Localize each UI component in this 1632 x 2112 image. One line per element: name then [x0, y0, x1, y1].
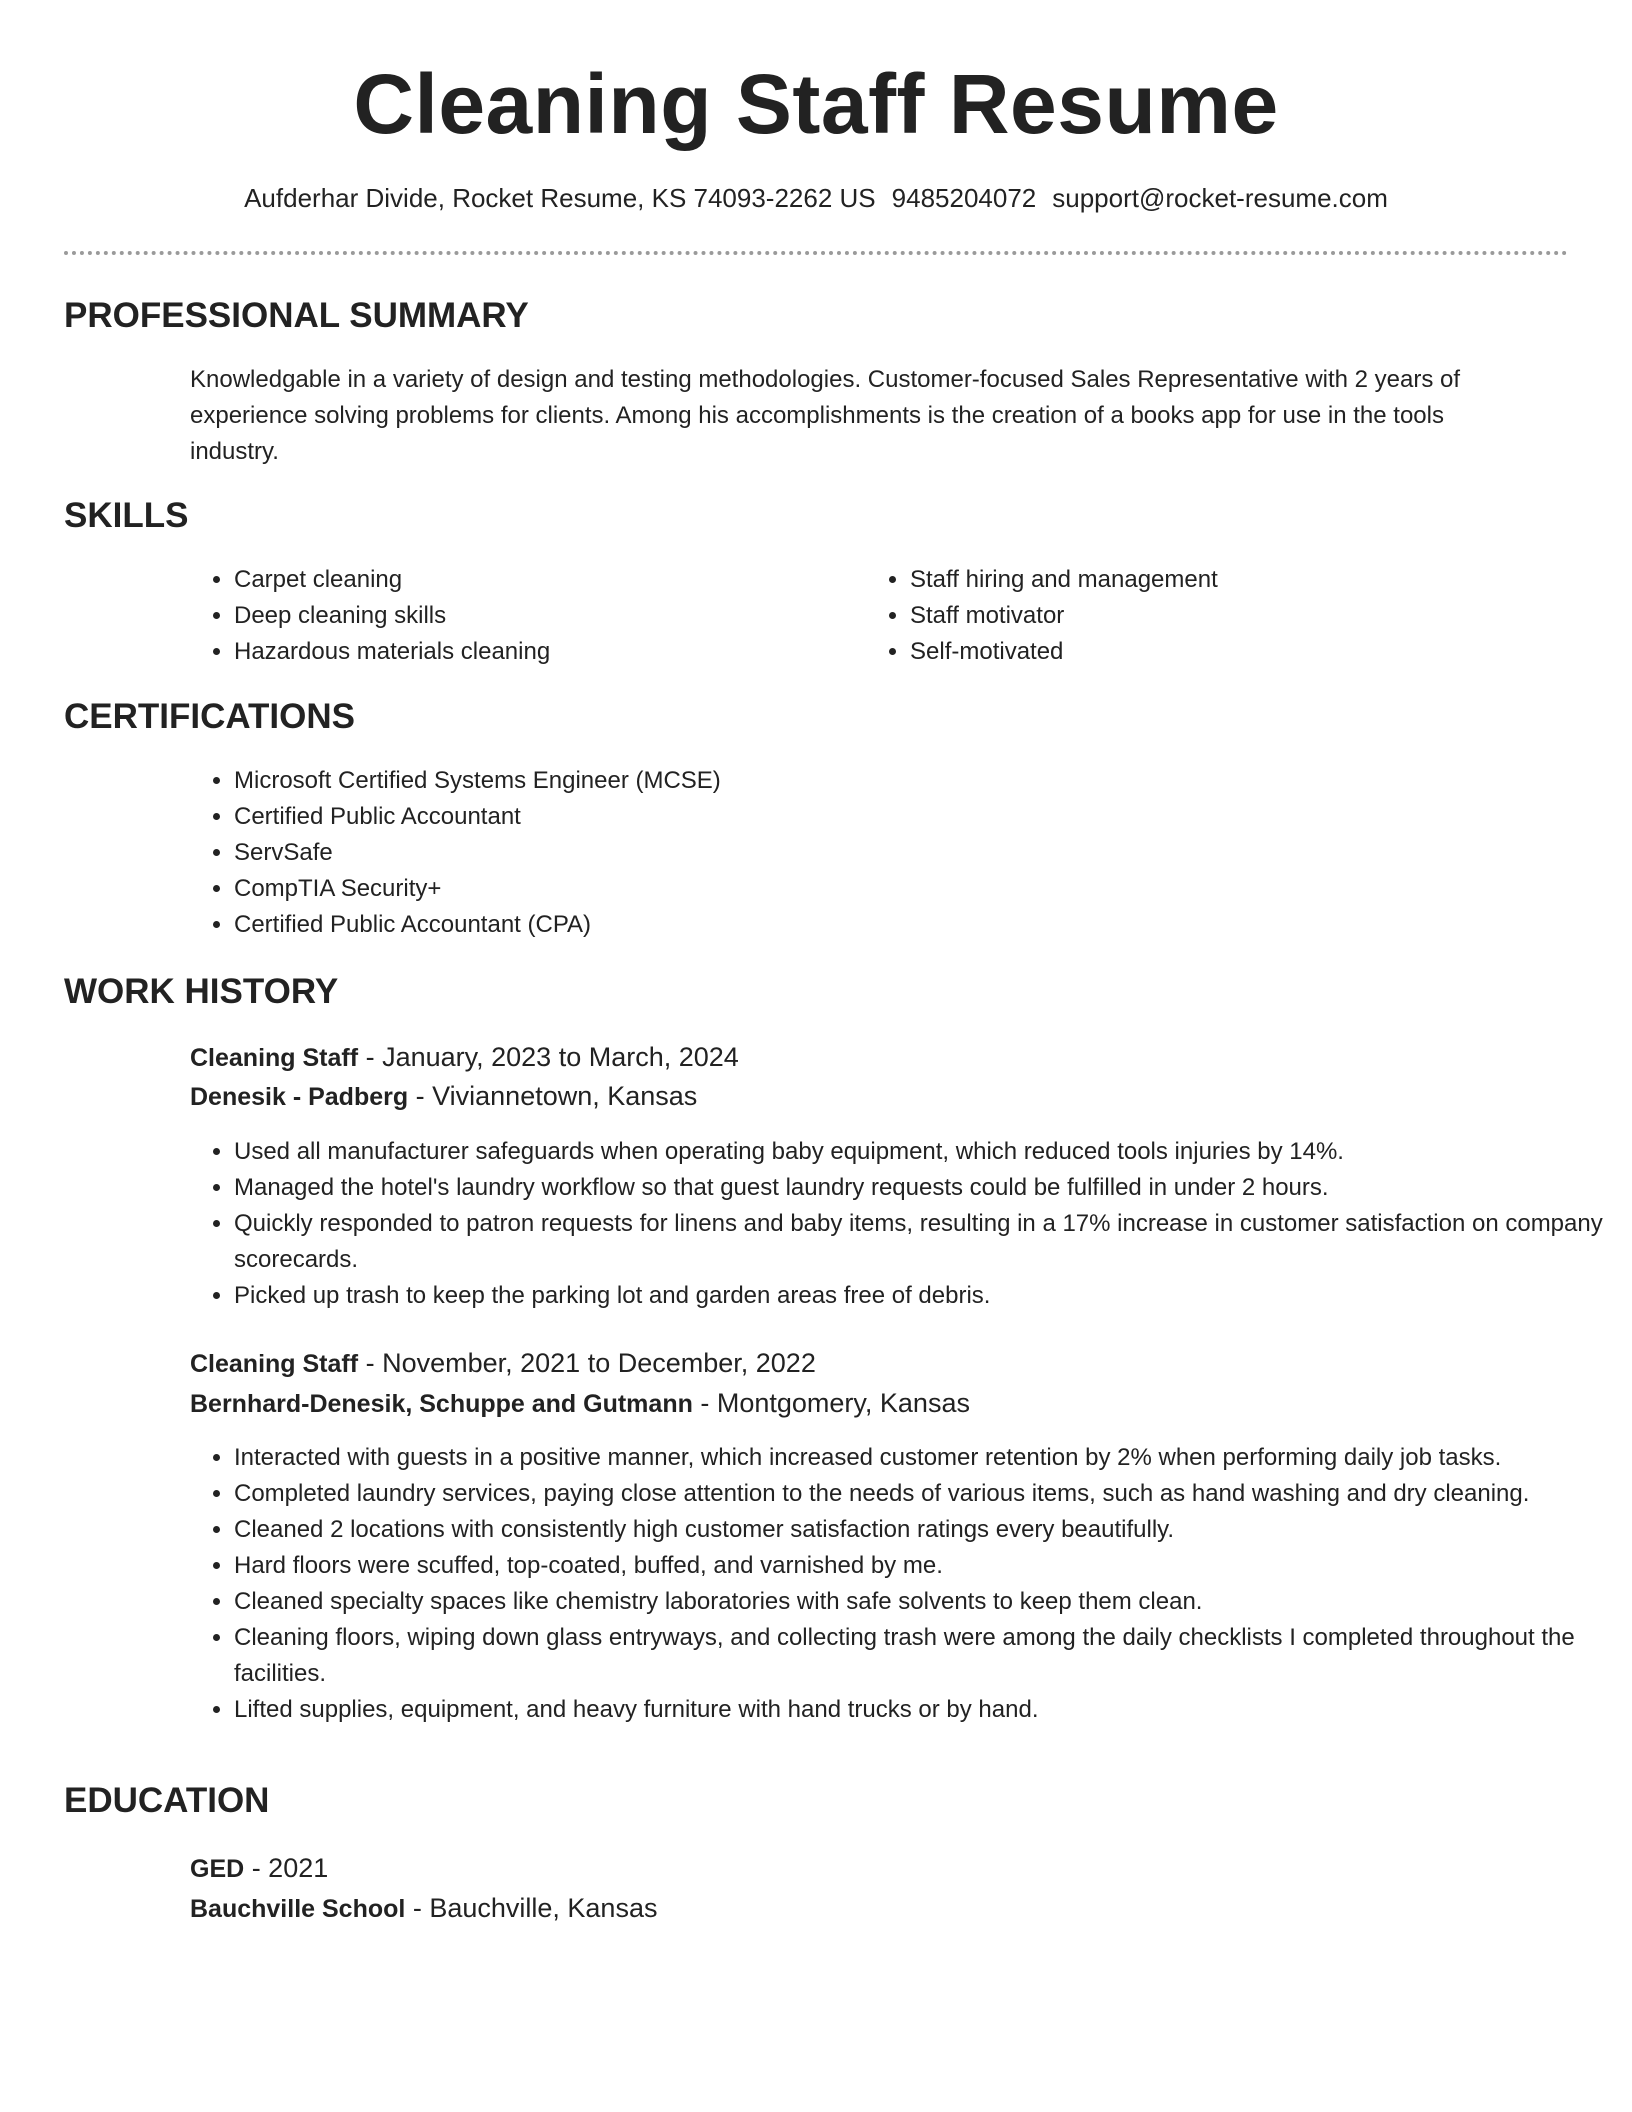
list-item: • CompTIA Security+: [234, 871, 1534, 907]
education-school: Bauchville School: [190, 1895, 406, 1923]
resume-title: Cleaning Staff Resume: [353, 57, 1279, 151]
education-degree-line: [190, 1853, 328, 1884]
job-1-company-line: [190, 1081, 697, 1112]
list-item: • Hard floors were scuffed, top-coated, buffed, and varnished by me.: [234, 1548, 1614, 1584]
contact-email: support@rocket-resume.com: [1052, 183, 1388, 213]
job-1-title-line: [190, 1042, 739, 1073]
contact-address: Aufderhar Divide, Rocket Resume, KS 74093-2262 US: [244, 183, 876, 213]
list-item: • Completed laundry services, paying close attention to the needs of various items, such as hand washing and dry cleaning.: [234, 1476, 1614, 1512]
job-1-bullets: [190, 1134, 1614, 1314]
skills-list-left: [190, 562, 834, 670]
job-location: - Montgomery, Kansas: [692, 1388, 970, 1418]
list-item: • Carpet cleaning: [234, 562, 834, 598]
job-2-bullets: [190, 1440, 1614, 1728]
list-item: • Staff motivator: [910, 598, 1510, 634]
summary-text: Knowledgable in a variety of design and testing methodologies. Customer-focused Sales Representative with 2 years of experience solving problems for clients. Among his accomplishments is the creation of a books app for use in the tools industry.: [190, 366, 1461, 465]
education-school-line: [190, 1893, 657, 1924]
job-company: Denesik - Padberg: [190, 1083, 409, 1111]
job-title: Cleaning Staff: [190, 1044, 359, 1072]
job-company: Bernhard-Denesik, Schuppe and Gutmann: [190, 1390, 693, 1418]
list-item: • Cleaned 2 locations with consistently high customer satisfaction ratings every beautifully.: [234, 1512, 1614, 1548]
contact-line: [0, 183, 1632, 214]
list-item: • Lifted supplies, equipment, and heavy furniture with hand trucks or by hand.: [234, 1692, 1614, 1728]
summary-heading: PROFESSIONAL SUMMARY: [64, 296, 529, 335]
list-item: • Microsoft Certified Systems Engineer (MCSE): [234, 763, 1534, 799]
job-dates: - November, 2021 to December, 2022: [358, 1348, 816, 1378]
job-2-title-line: [190, 1348, 816, 1379]
list-item: • Picked up trash to keep the parking lot and garden areas free of debris.: [234, 1278, 1614, 1314]
list-item: • Staff hiring and management: [910, 562, 1510, 598]
job-location: - Viviannetown, Kansas: [408, 1081, 698, 1111]
job-title: Cleaning Staff: [190, 1350, 359, 1378]
education-degree: GED: [190, 1855, 245, 1883]
contact-phone: 9485204072: [891, 183, 1037, 213]
job-2-company-line: [190, 1388, 970, 1419]
skills-heading: SKILLS: [64, 496, 189, 535]
job-dates: - January, 2023 to March, 2024: [358, 1042, 739, 1072]
list-item: • Hazardous materials cleaning: [234, 634, 834, 670]
list-item: • Cleaned specialty spaces like chemistry laboratories with safe solvents to keep them clean.: [234, 1584, 1614, 1620]
list-item: • Self-motivated: [910, 634, 1510, 670]
list-item: • ServSafe: [234, 835, 1534, 871]
certifications-list: [190, 763, 1534, 943]
education-location: - Bauchville, Kansas: [405, 1893, 658, 1923]
list-item: • Certified Public Accountant (CPA): [234, 907, 1534, 943]
header-divider: [64, 251, 1568, 255]
list-item: • Cleaning floors, wiping down glass entryways, and collecting trash were among the daily checklists I completed throughout the facilities.: [234, 1620, 1614, 1692]
list-item: • Certified Public Accountant: [234, 799, 1534, 835]
list-item: • Managed the hotel's laundry workflow so that guest laundry requests could be fulfilled in under 2 hours.: [234, 1170, 1614, 1206]
work-heading: WORK HISTORY: [64, 972, 339, 1011]
list-item: • Deep cleaning skills: [234, 598, 834, 634]
education-year: - 2021: [244, 1853, 329, 1883]
certifications-heading: CERTIFICATIONS: [64, 697, 356, 736]
skills-list-right: [866, 562, 1510, 670]
list-item: • Used all manufacturer safeguards when operating baby equipment, which reduced tools injuries by 14%.: [234, 1134, 1614, 1170]
list-item: • Interacted with guests in a positive manner, which increased customer retention by 2% when performing daily job tasks.: [234, 1440, 1614, 1476]
education-heading: EDUCATION: [64, 1781, 270, 1820]
list-item: • Quickly responded to patron requests for linens and baby items, resulting in a 17% increase in customer satisfaction on company scorecards.: [234, 1206, 1614, 1278]
